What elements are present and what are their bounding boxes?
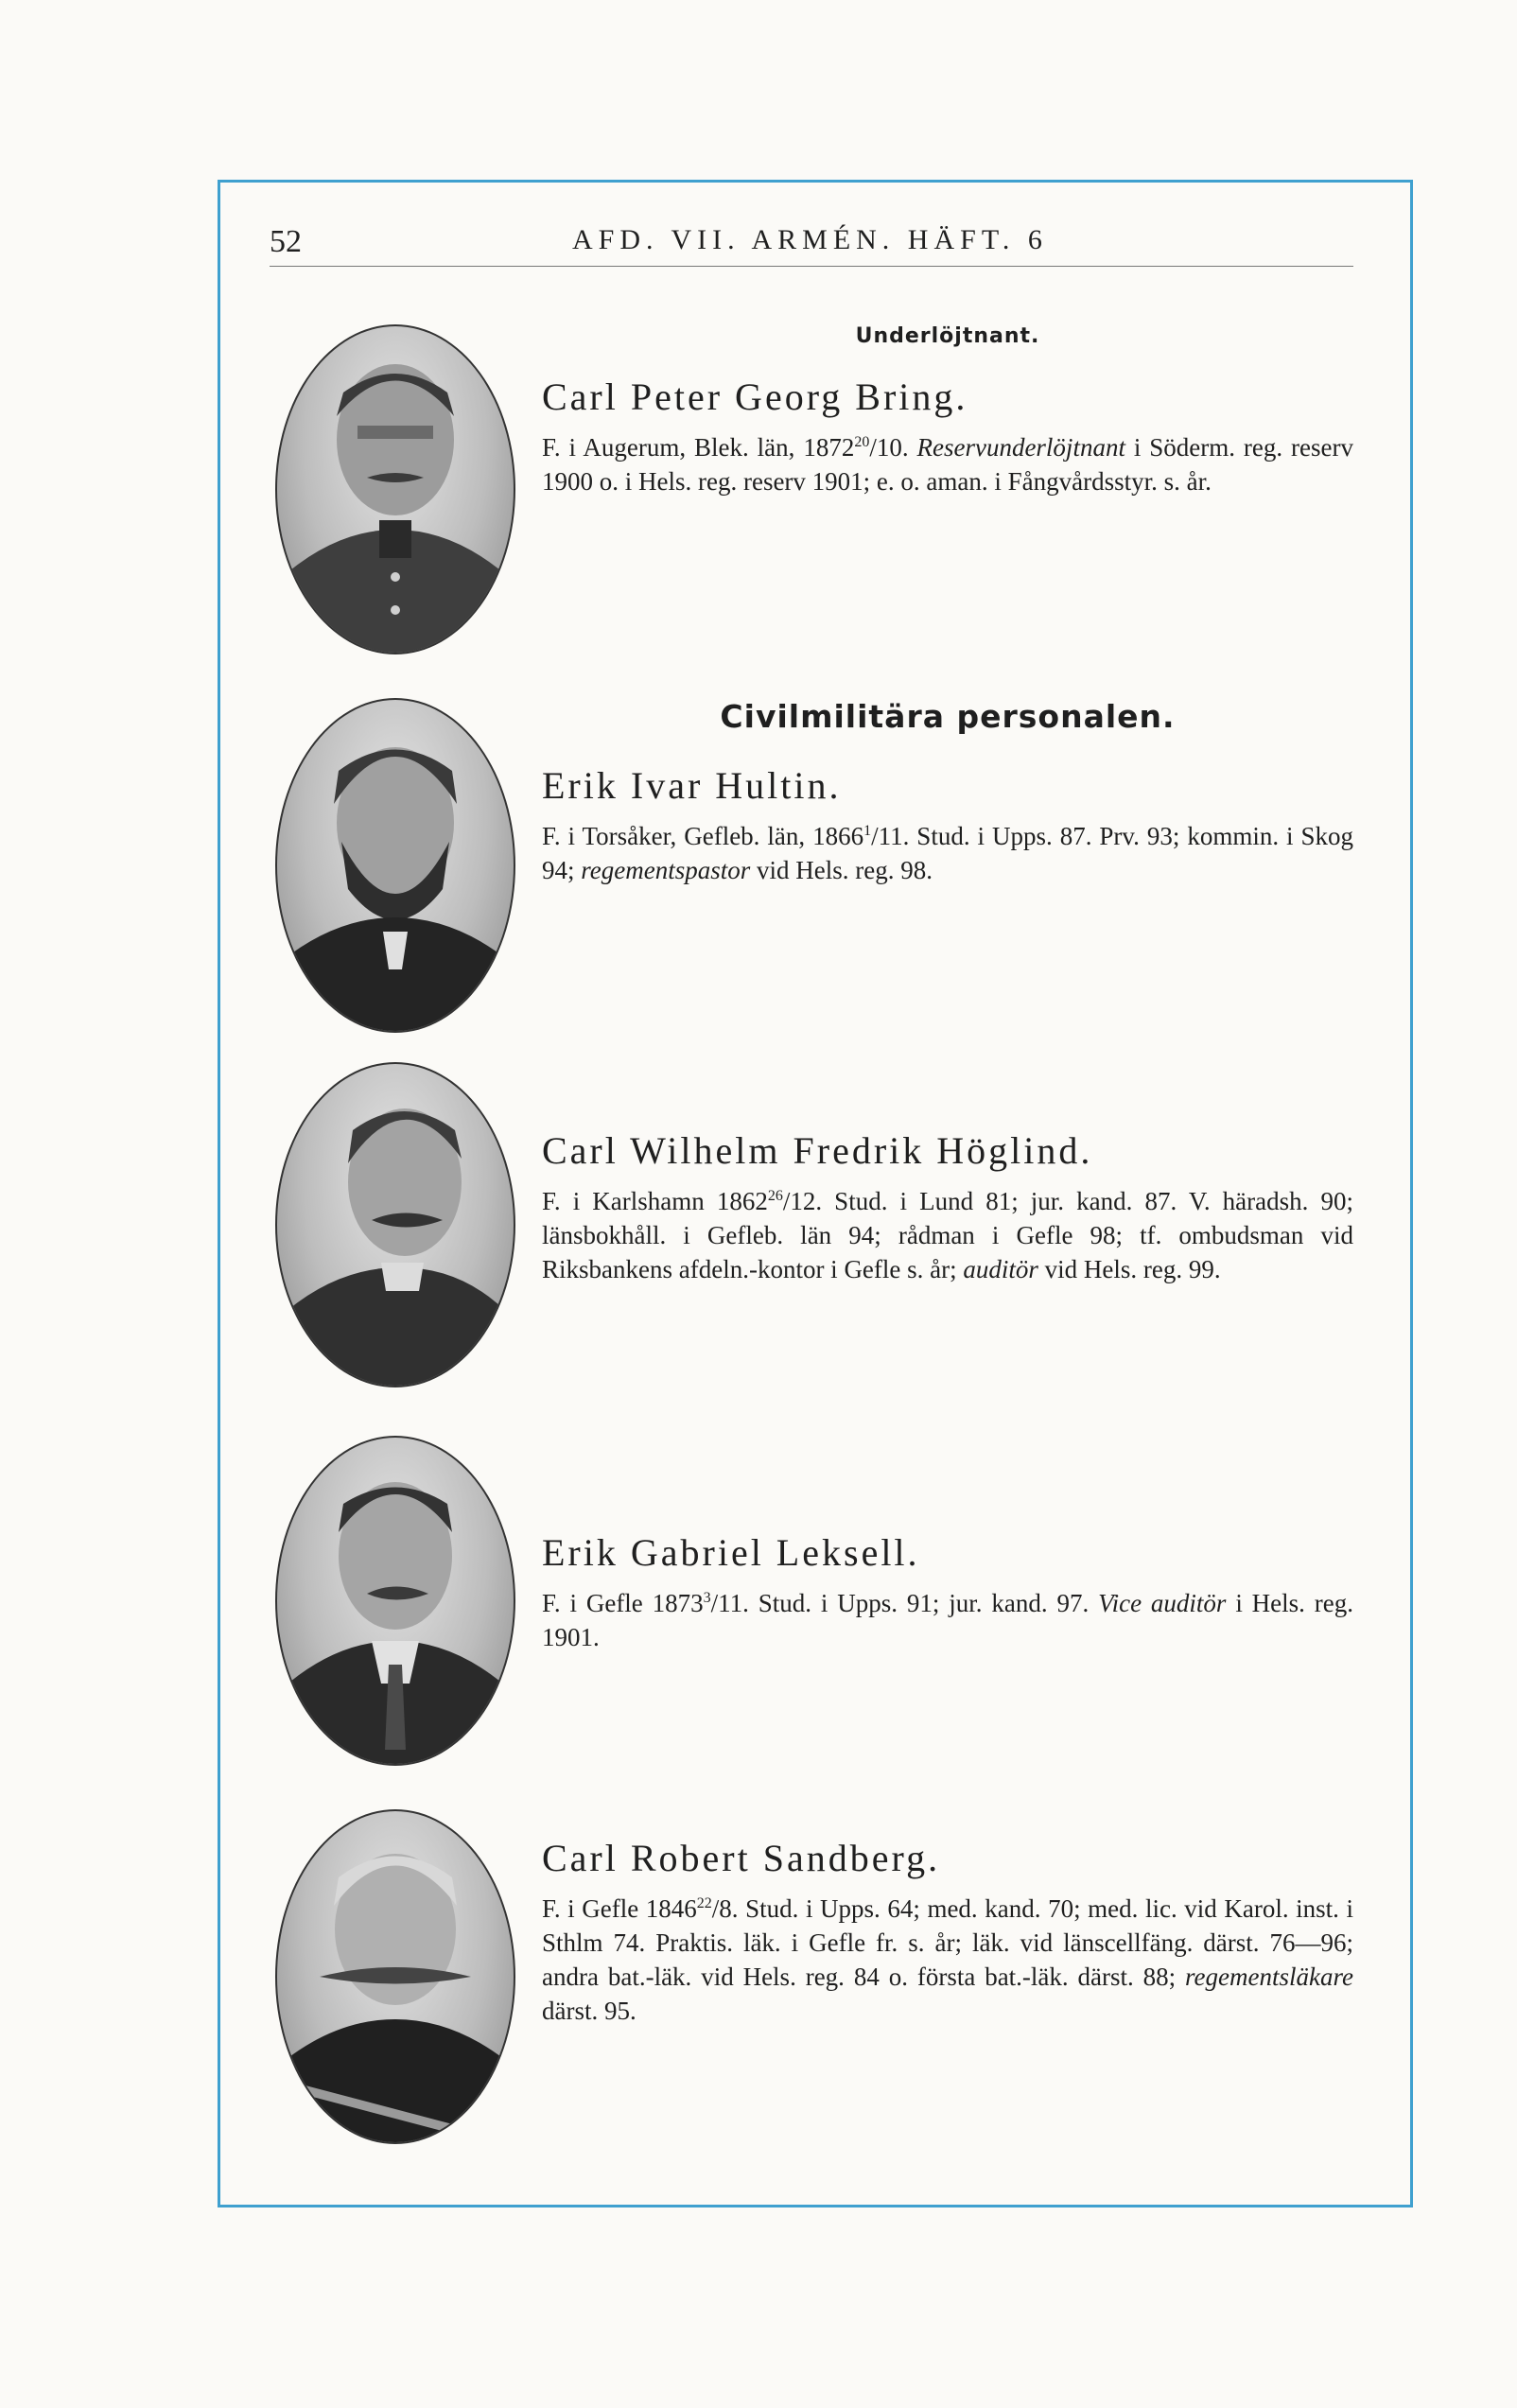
biography: F. i Augerum, Blek. län, 1872$^{20}$/10. Reservunderlöjtnant i Söderm. reg. reserv 1900 o. i Hels. reg. reserv 1901; e. o. aman. i Fångvårdsstyr. s. år. — [542, 433, 1353, 496]
entry-text — [542, 1530, 1353, 1654]
page-number: 52 — [270, 224, 302, 259]
person-name: Carl Peter Georg Bring. — [542, 375, 968, 418]
person-name: Carl Wilhelm Fredrik Höglind. — [542, 1129, 1093, 1172]
entry-text — [542, 1836, 1353, 2028]
portrait-photo — [275, 1436, 515, 1766]
biography: F. i Torsåker, Gefleb. län, 1866$^1$/11. Stud. i Upps. 87. Prv. 93; kommin. i Skog 94; regementspastor vid Hels. reg. 98. — [542, 822, 1354, 884]
section-heading: Civilmilitära personalen. — [720, 698, 1176, 735]
biography: F. i Gefle 1846$^{22}$/8. Stud. i Upps. 64; med. kand. 70; med. lic. vid Karol. inst. i Sthlm 74. Praktis. läk. i Gefle fr. s. år; läk. vid länscellfäng. därst. 76—96; andra bat.-läk. vid Hels. reg. 84 o. första bat.-läk. därst. 88; regementsläkare därst. 95. — [542, 1894, 1353, 2025]
biography: F. i Gefle 1873$^3$/11. Stud. i Upps. 91; jur. kand. 97. Vice auditör i Hels. reg. 1901. — [542, 1589, 1354, 1651]
portrait-photo — [275, 1062, 515, 1387]
person-name: Erik Ivar Hultin. — [542, 764, 842, 807]
entry-text — [542, 1128, 1353, 1286]
running-head: AFD. VII. ARMÉN. HÄFT. 6 — [572, 224, 1048, 255]
portrait-photo — [275, 698, 515, 1033]
biography: F. i Karlshamn 1862$^{26}$/12. Stud. i Lund 81; jur. kand. 87. V. häradsh. 90; länsbokhåll. i Gefleb. län 94; rådman i Gefle 98; tf. ombudsman vid Riksbankens afdeln.-kontor i Gefle s. år; auditör vid Hels. reg. 99. — [542, 1187, 1353, 1283]
page-header — [270, 218, 1353, 267]
entry-text — [542, 324, 1353, 498]
section-heading: Underlöjtnant. — [855, 324, 1040, 348]
person-name: Carl Robert Sandberg. — [542, 1837, 941, 1879]
portrait-photo — [275, 1809, 515, 2144]
page-frame — [218, 180, 1413, 2207]
entry-text — [542, 698, 1353, 887]
person-name: Erik Gabriel Leksell. — [542, 1531, 920, 1574]
portrait-photo — [275, 324, 515, 654]
